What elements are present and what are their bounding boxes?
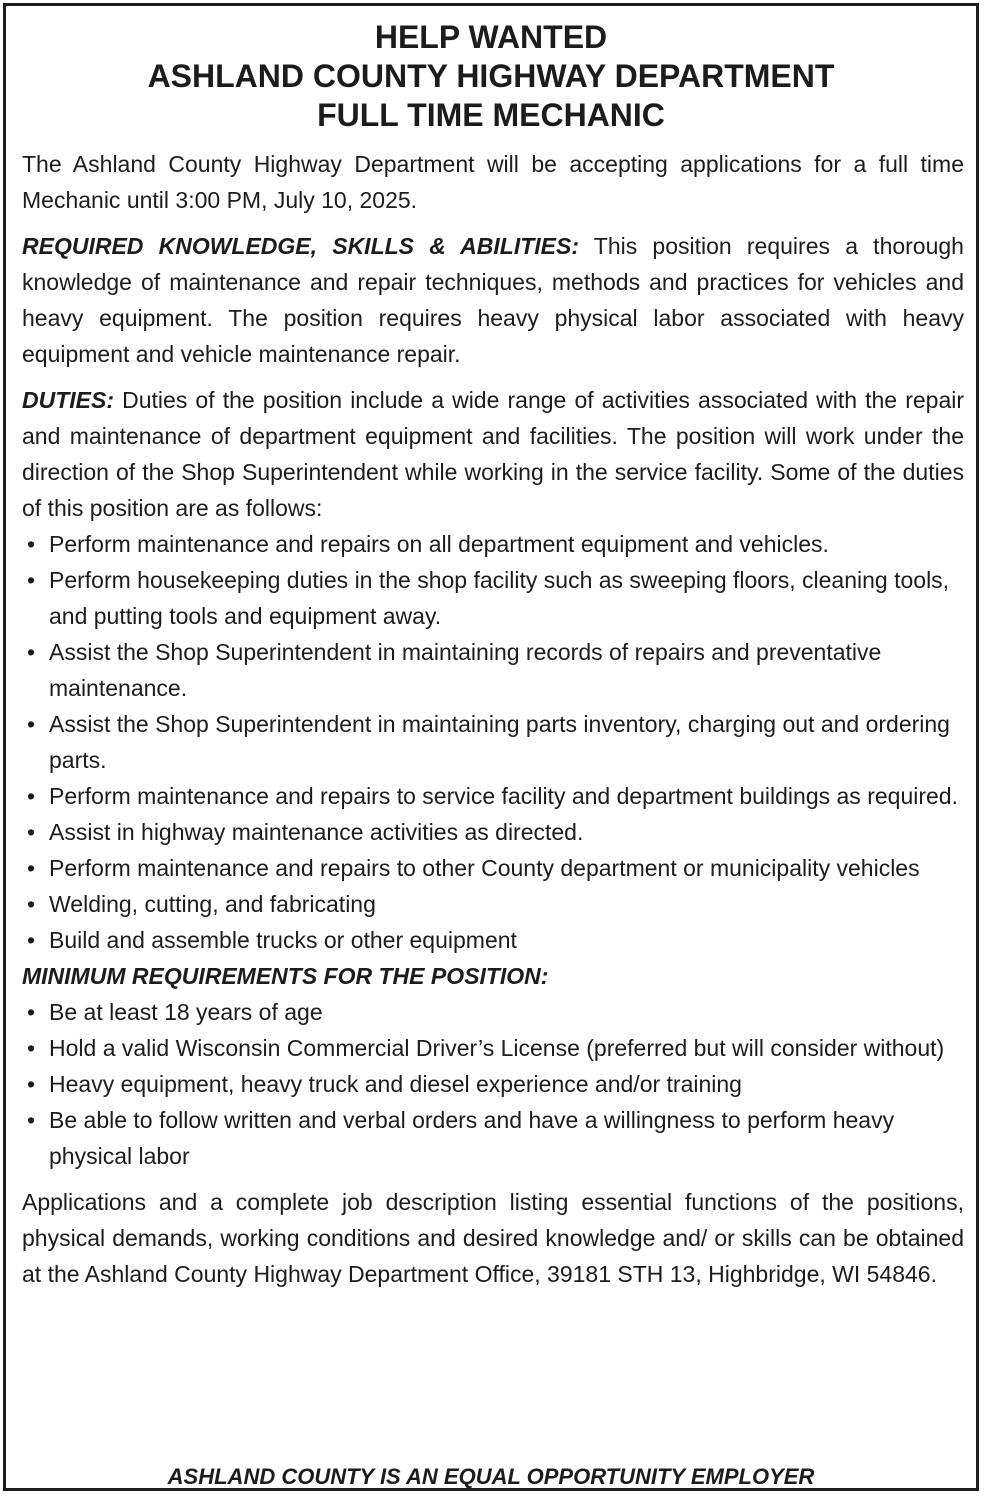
applications-paragraph: Applications and a complete job description listing essential functions of the positions, physical demands, working conditions and desired knowledge and/ or skills can be obtained at the Ashland County Highway Department Office, 39181 STH 13, Highbridge, WI 54846. <box>22 1189 964 1287</box>
duty-text: Perform maintenance and repairs to other County department or municipality vehicles <box>49 855 920 881</box>
list-item <box>22 634 964 706</box>
intro-paragraph: The Ashland County Highway Department will be accepting applications for a full time Mechanic until 3:00 PM, July 10, 2025. <box>22 151 964 213</box>
duty-text: Welding, cutting, and fabricating <box>49 891 376 917</box>
requirements-heading-text: MINIMUM REQUIREMENTS FOR THE POSITION: <box>22 963 549 989</box>
duties-paragraph <box>22 382 964 526</box>
duties-text: Duties of the position include a wide range of activities associated with the repair and maintenance of department equipment and facilities. The position will work under the direction of the Shop Superintendent while working in the service facility. Some of the duties of this position are as follows: <box>22 387 965 521</box>
list-item <box>22 886 964 922</box>
requirements-list <box>22 994 964 1174</box>
duty-text: Assist the Shop Superintendent in maintaining records of repairs and preventative maintenance. <box>49 639 882 701</box>
bullet: • <box>27 639 36 665</box>
requirements-heading <box>22 958 964 994</box>
duty-text: Assist in highway maintenance activities as directed. <box>49 819 584 845</box>
bullet: • <box>27 1107 36 1133</box>
duty-text: Perform maintenance and repairs to service facility and department buildings as required. <box>49 783 958 809</box>
ksa-heading: REQUIRED KNOWLEDGE, SKILLS & ABILITIES: <box>22 233 579 259</box>
ad-header <box>6 6 976 135</box>
list-item <box>22 850 964 886</box>
job-advertisement <box>3 3 979 1491</box>
duty-text: Perform maintenance and repairs on all department equipment and vehicles. <box>49 531 829 557</box>
list-item <box>22 562 964 634</box>
list-item <box>22 1102 964 1174</box>
equal-opportunity-footer: ASHLAND COUNTY IS AN EQUAL OPPORTUNITY EMPLOYER <box>167 1464 815 1489</box>
duty-text: Build and assemble trucks or other equipment <box>49 927 517 953</box>
duties-heading: DUTIES: <box>22 387 114 413</box>
ksa-text: This position requires a thorough knowledge of maintenance and repair techniques, methods and practices for vehicles and heavy equipment. The position requires heavy physical labor associated with heavy equipment and vehicle maintenance repair. <box>22 233 964 367</box>
requirement-text: Heavy equipment, heavy truck and diesel experience and/or training <box>49 1071 742 1097</box>
list-item <box>22 994 964 1030</box>
header-line-department: ASHLAND COUNTY HIGHWAY DEPARTMENT <box>147 58 835 94</box>
list-item <box>22 1030 964 1066</box>
bullet: • <box>27 999 36 1025</box>
list-item <box>22 526 964 562</box>
list-item <box>22 706 964 778</box>
bullet: • <box>27 819 36 845</box>
requirement-text: Be at least 18 years of age <box>49 999 323 1025</box>
bullet: • <box>27 531 36 557</box>
header-line-position: FULL TIME MECHANIC <box>317 97 665 133</box>
bullet: • <box>27 1035 36 1061</box>
bullet: • <box>27 783 36 809</box>
header-line-help-wanted: HELP WANTED <box>374 19 608 55</box>
duty-text: Perform housekeeping duties in the shop facility such as sweeping floors, cleaning tools, and putting tools and equipment away. <box>49 567 950 629</box>
requirement-text: Hold a valid Wisconsin Commercial Driver’s License (preferred but will consider without) <box>49 1035 945 1061</box>
list-item <box>22 814 964 850</box>
ksa-paragraph <box>22 228 964 372</box>
bullet: • <box>27 711 36 737</box>
duty-text: Assist the Shop Superintendent in maintaining parts inventory, charging out and ordering parts. <box>49 711 950 773</box>
bullet: • <box>27 1071 36 1097</box>
list-item <box>22 1066 964 1102</box>
requirement-text: Be able to follow written and verbal orders and have a willingness to perform heavy physical labor <box>49 1107 895 1169</box>
duties-list <box>22 526 964 958</box>
bullet: • <box>27 567 36 593</box>
bullet: • <box>27 855 36 881</box>
list-item <box>22 922 964 958</box>
bullet: • <box>27 891 36 917</box>
bullet: • <box>27 927 36 953</box>
list-item <box>22 778 964 814</box>
ad-body <box>22 146 964 1292</box>
